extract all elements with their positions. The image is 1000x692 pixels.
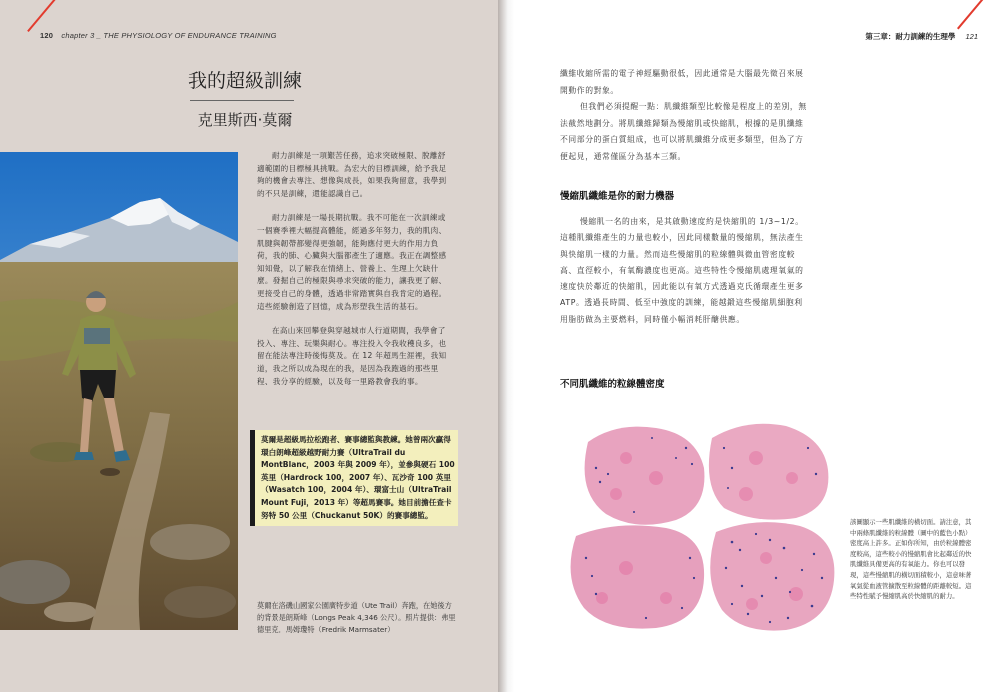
corner-accent-line-right (957, 0, 986, 29)
author-bio-text: 莫爾是超級馬拉松跑者、賽事總監與教練。她曾兩次贏得環白朗峰超級越野耐力賽（UltraTrail du MontBlanc，2003 年與 2009 年），並參與硬石 100 英里（Hardrock 100，2007 年）、瓦沙奇 100 英里（Wasatch 100，2004 年）、環富士山（UltraTrail Mount Fuji，2013 年）等超馬賽事。她目前擔任查卡努特 50 公里（Chuckanut 50K）的賽事總監。 (261, 435, 455, 520)
left-page (0, 0, 498, 692)
chapter-title-english: chapter 3 _ THE PHYSIOLOGY OF ENDURANCE TRAINING (61, 31, 277, 40)
essay-body (257, 150, 453, 400)
author-name: 克里斯西·莫爾 (197, 111, 293, 129)
running-head-left (40, 31, 277, 40)
essay-paragraph-1: 耐力訓練是一項艱苦任務，追求突破極限、脫離舒適範圍的目標極具挑戰。為宏大的目標訓練，給予我足夠的機會去專注、想像與成長，如果我夠留意，我學到的不只是訓練，還能認識自己。 (257, 151, 447, 198)
chapter-title-chinese: 第三章：耐力訓練的生理學 (865, 32, 956, 41)
muscle-cross-section-micrograph (556, 408, 848, 646)
fiber-type-paragraph: 但我們必須提醒一點：肌纖維類型比較像是程度上的差別，無法截然地劃分。將肌纖維歸類為慢縮肌或快縮肌，根據的是肌纖維不同部分的蛋白質組成，也可以將肌纖維分成更多類型，但為了方便起見，通常僅區分為基本三類。 (560, 102, 807, 161)
continued-paragraph: 纖維收縮所需的電子神經驅動很低，因此通常是大腦最先徵召來展開動作的對象。 (560, 69, 804, 95)
title-divider (190, 100, 294, 101)
slow-twitch-paragraph: 慢縮肌一名的由來，是其啟動速度約是快縮肌的 1/3~1/2。這種肌纖維產生的力量也較小，因此同樣數量的慢縮肌，無法產生與快縮肌一樣的力量。然而這些慢縮肌的粒線體與微血管密度較高、直徑較小，有氧酶濃度也更高。這些特性令慢縮肌處理氧氣的速度快於鄰近的快縮肌，因此能以有氧方式透過克氏循環產生更多 ATP。透過長時間、低至中強度的訓練，能越鍛這些慢縮肌細胞利用脂肪做為主要燃料，同時僅小幅消耗肝醣供應。 (560, 217, 804, 324)
essay-paragraph-3: 在高山來回攀登與穿越城市人行道期間，我學會了投入、專注、玩樂與耐心。專注投入令我收穫良多，也留在能法專注時後悔莫及。在 12 年超馬生涯裡，我知道，我之所以成為現在的我，是因為我跑過的那些里程、我分享的經驗，以及每一里路教會我的事。 (257, 326, 447, 386)
running-head-right (865, 31, 978, 42)
section-heading-slow-twitch: 慢縮肌纖維是你的耐力機器 (560, 191, 675, 202)
photo-caption: 莫爾在洛磯山國家公園廣特步道（Ute Trail）奔跑，在她後方的背景是朗斯峰（Longs Peak 4,346 公尺）。照片提供：弗里德里克．馬姆瓊特（Fredrik Marmsater） (257, 601, 456, 634)
page-number-left: 120 (40, 31, 54, 40)
author-bio-box (250, 430, 458, 526)
bio-accent-bar (250, 430, 255, 526)
corner-accent-line (27, 0, 59, 32)
article-title: 我的超級訓練 (187, 70, 302, 92)
body-text-top (560, 66, 808, 165)
figure-heading: 不同肌纖維的粒線體密度 (560, 379, 665, 390)
trail-runner-photo (0, 152, 238, 630)
page-number-right: 121 (965, 32, 978, 41)
right-page (514, 0, 1000, 692)
figure-caption: 該圖顯示一些肌纖維的橫切面。請注意，其中兩條肌纖維的粒線體（圖中的藍色小點）密度高上許多。正如你所知，由於粒線體密度較高，這些較小的慢縮肌會比起鄰近的快肌纖維具備更高的有氧能力。你也可以發現，這些慢縮肌的橫切面積較小，這意味著氧氣從血液管擴散至粒線體的距離較短。這些特性賦予慢縮肌高於快縮肌的耐力。 (850, 518, 972, 601)
essay-paragraph-2: 耐力訓練是一場長期抗戰。我不可能在一次訓練或一個賽季裡大幅提高體能，經過多年努力，我的肌肉、肌腱與韌帶都變得更強韌，能夠應付更大的作用力負荷，我的肺、心臟與大腦都產生了適應。我正在調整感知知覺，以了解我在情緒上、營養上、生理上欠缺什麼。發掘自己的極限與尋求突破的能力，讓我更了解、更接受自己的身體，透過非常踏實與自我肯定的過程。這些經驗創造了回憶，成為形塑我生活的基石。 (257, 213, 447, 311)
book-gutter (498, 0, 514, 692)
